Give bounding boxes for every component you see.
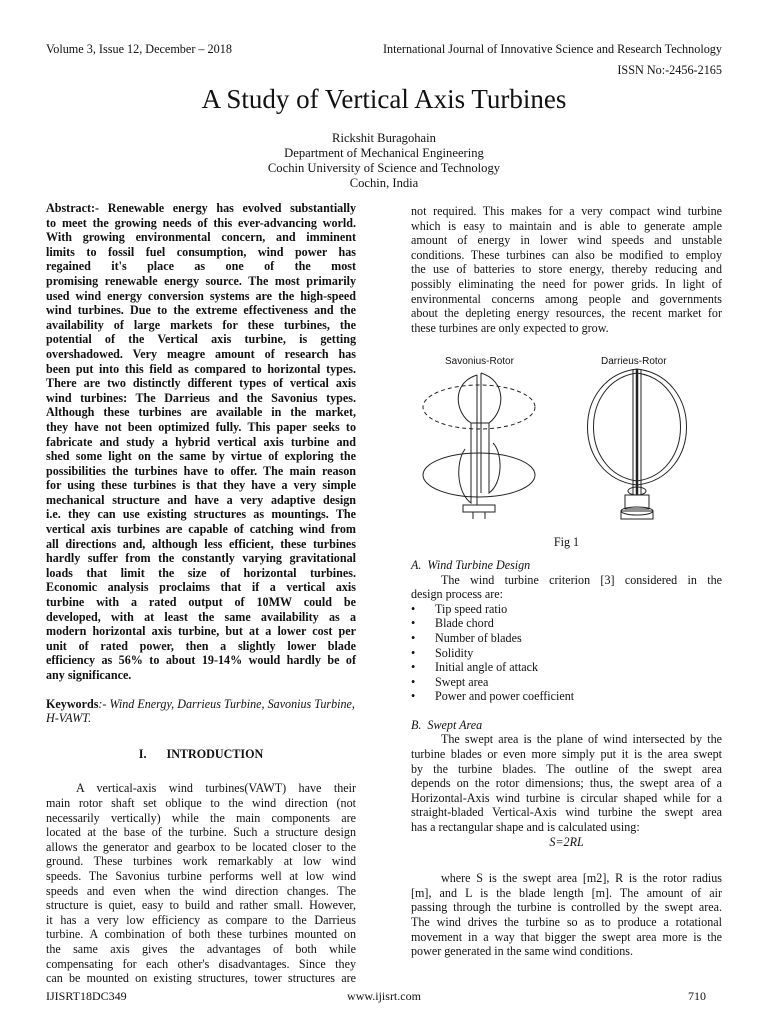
savonius-top-disk [423,385,535,429]
author-block [0,131,768,191]
abstract-line: developed, with at least the same availability as a [46,609,356,624]
abstract-line: hardly suffer from the constantly varying gravitational [46,551,356,566]
subsection-title: Swept Area [427,717,483,732]
savonius-bottom-disk [423,453,535,497]
savonius-blade-left [458,375,477,503]
abstract-line: Abstract:- Renewable energy has evolved substantially [46,201,356,215]
subsection-title: Wind Turbine Design [427,557,531,572]
introduction-text [46,781,356,985]
abstract-line: to meet the growing needs of this ever-advancing world. [46,215,356,230]
abstract-line: vertical axis turbines are capable of catching wind from [46,522,356,537]
design-criterion-item: • Power and power coefficient [411,689,722,704]
abstract-line: promising renewable energy source. The most primarily [46,273,356,288]
abstract-line: loads that limit the size of horizontal turbines. [46,565,356,580]
design-criteria-list [411,602,722,704]
introduction-continued [411,204,722,335]
design-criterion-item: • Solidity [411,646,722,661]
introduction-line: ground. These turbines work remarkably at low wind [46,854,356,869]
swept-area-line: [m], and L is the blade length [m]. The amount of air [411,885,722,900]
introduction-line: about the depleting energy resources, the recent market for [411,306,722,321]
swept-area-line: turbine blades or even more simply put it is the area swept [411,747,722,762]
savonius-blade-right [481,373,501,493]
section-number: I. [138,746,147,761]
author-university: Cochin University of Science and Technology [267,161,501,175]
swept-area-line: has a rectangular shape and is calculated using: [411,820,640,835]
design-criterion-item: • Initial angle of attack [411,660,722,675]
introduction-line: structure is quiet, easy to build and rather small. However, [46,898,356,913]
introduction-line: speeds. The Savonius turbine performs well at low wind [46,868,356,883]
abstract-line: for using these turbines is that they have a very simple [46,478,356,493]
introduction-line: amount of energy in lower wind speeds and unstable [411,233,722,248]
issn-number: ISSN No:-2456-2165 [617,63,722,77]
abstract-line: modern horizontal axis turbine, but at a lower cost per [46,624,356,639]
figure-label-savonius: Savonius-Rotor [445,356,514,368]
abstract-line: availability of large markets for these turbines, the [46,317,356,332]
keywords-label: Keywords [46,696,99,711]
abstract-line: regained it's place as one of the most [46,259,356,274]
keywords-values: :- Wind Energy, Darrieus Turbine, Savonius Turbine, H-VAWT. [46,696,355,726]
running-header-left: Volume 3, Issue 12, December – 2018 [46,42,232,56]
swept-area-line: by the turbine blades. The outline of the swept area [411,761,722,776]
abstract-line: all directions and, although less efficient, these turbines [46,536,356,551]
abstract-line: any significance. [46,668,132,682]
introduction-line: A vertical-axis wind turbines(VAWT) have their [76,781,356,796]
abstract-line: With growing environmental concern, and imminent [46,230,356,245]
abstract-line: mechanical structure and have a very adaptive design [46,492,356,507]
swept-area-line: Horizontal-Axis wind turbine is circular shaped while for a [411,790,722,805]
right-column [411,204,722,959]
abstract-line: There are two distinctly different types of vertical axis [46,376,356,391]
introduction-line: it has a very low efficiency as compare to the Darrieus [46,912,356,927]
abstract-line: wind turbines: The Darrieus and the Savonius types. [46,390,356,405]
introduction-line: speeds and even when the wind direction changes. The [46,883,356,898]
abstract-line: limits to fossil fuel consumption, wind power has [46,244,356,259]
left-column [46,201,356,986]
abstract-line: been put into this field as compared to horizontal types. [46,361,356,376]
subsection-letter: B. [411,717,422,732]
abstract-line: efficiency as 56% to about 19-14% would hardly be of [46,653,356,668]
section-title: INTRODUCTION [166,746,264,761]
author-location: Cochin, India [349,176,419,190]
introduction-line: environmental concerns among people and governments [411,291,722,306]
swept-area-line: straight-bladed Vertical-Axis wind turbine the swept area [411,805,722,820]
swept-area-line: The swept area is the plane of wind intersected by the [441,732,722,747]
swept-area-text-continued [411,871,722,959]
swept-area-line: movement in a way that bigger the swept area more is the [411,929,722,944]
author-name: Rickshit Buragohain [332,131,436,145]
swept-area-formula: S=2RL [549,834,584,849]
introduction-line: not required. This makes for a very compact wind turbine [411,204,722,218]
keywords [46,697,356,726]
swept-area-line: where S is the swept area [m2], R is the rotor radius [441,871,722,886]
section-heading-introduction [46,747,356,762]
abstract-line: fabricate and study a hybrid vertical axis turbine and [46,434,356,449]
swept-area-text [411,732,722,834]
design-criterion-item: • Tip speed ratio [411,602,722,617]
swept-area-line: passing through the turbine is controlled by the swept area. [411,900,722,915]
swept-area-line: The wind drives the turbine so as to produce a rotational [411,915,722,929]
design-intro-line: design process are: [411,587,504,602]
subsection-heading-a [411,558,722,573]
paper-title: A Study of Vertical Axis Turbines [201,84,567,114]
savonius-base [463,505,495,512]
introduction-line: turbine. A combination of both these turbines mounted on [46,927,356,942]
abstract-line: shed some light on the same by virtue of exploring the [46,449,356,464]
introduction-line: necessarily vertically) while the main components are [46,810,356,825]
design-criterion-item: • Blade chord [411,616,722,631]
abstract [46,201,356,683]
design-criterion-item: • Number of blades [411,631,722,646]
introduction-line: these turbines are only expected to grow. [411,320,609,335]
turbine-illustration [411,353,722,525]
figure-caption: Fig 1 [553,535,580,550]
subsection-heading-b [411,718,722,733]
footer-website: www.ijisrt.com [347,989,421,1003]
abstract-line: Economic analysis proclaims that if a vertical axis [46,580,356,595]
introduction-line: conditions. These turbines can also be modified to employ [411,247,722,262]
running-header-right: International Journal of Innovative Science and Research Technology [382,42,722,56]
introduction-line: can be mounted on existing structures, tower structures are [46,971,356,986]
design-criterion-item: • Swept area [411,675,722,690]
abstract-line: wind turbines. Due to the extreme effectiveness and the [46,303,356,318]
figure-1 [411,353,722,525]
introduction-line: the same axis gives the advantages of both while [46,941,356,956]
swept-area-line: depends on the rotor dimensions; thus, the swept area of a [411,776,722,791]
abstract-line: they have not been optimized fully. This paper seeks to [46,419,356,434]
author-department: Department of Mechanical Engineering [284,146,484,160]
figure-label-darrieus: Darrieus-Rotor [601,356,667,368]
abstract-line: Although these turbines are available in the market, [46,405,356,420]
introduction-line: which is easy to maintain and is able to generate ample [411,218,722,233]
page-number: 710 [688,989,706,1003]
abstract-line: overshadowed. Very meagre amount of research has [46,346,356,361]
abstract-line: used wind energy conversion systems are the high-speed [46,288,356,303]
swept-area-line: power generated in the same wind conditions. [411,944,633,959]
introduction-line: compensating for each other's disadvantages. Since they [46,956,356,971]
abstract-line: possibilities the turbines have to offer. The main reason [46,463,356,478]
introduction-line: possibly eliminating the need for power grids. In light of [411,276,722,291]
subsection-letter: A. [411,557,422,572]
introduction-line: main rotor shaft set oblique to the wind direction (not [46,795,356,810]
abstract-line: turbine with a rated output of 10MW could be [46,595,356,610]
abstract-line: unit of rated power, then a slightly lower blade [46,638,356,653]
abstract-line: potential of the Vertical axis turbine, is getting [46,332,356,347]
subsection-a-intro [411,573,722,602]
introduction-line: located at the base of the turbine. Such a structure design [46,825,356,840]
footer-left: IJISRT18DC349 [46,989,127,1003]
introduction-line: allows the generator and gearbox to be located closer to the [46,839,356,854]
abstract-line: i.e. they can use existing structures as mountings. The [46,507,356,522]
design-intro-line: The wind turbine criterion [3] considered in the [441,572,722,587]
introduction-line: the use of batteries to store energy, thereby reducing and [411,262,722,277]
